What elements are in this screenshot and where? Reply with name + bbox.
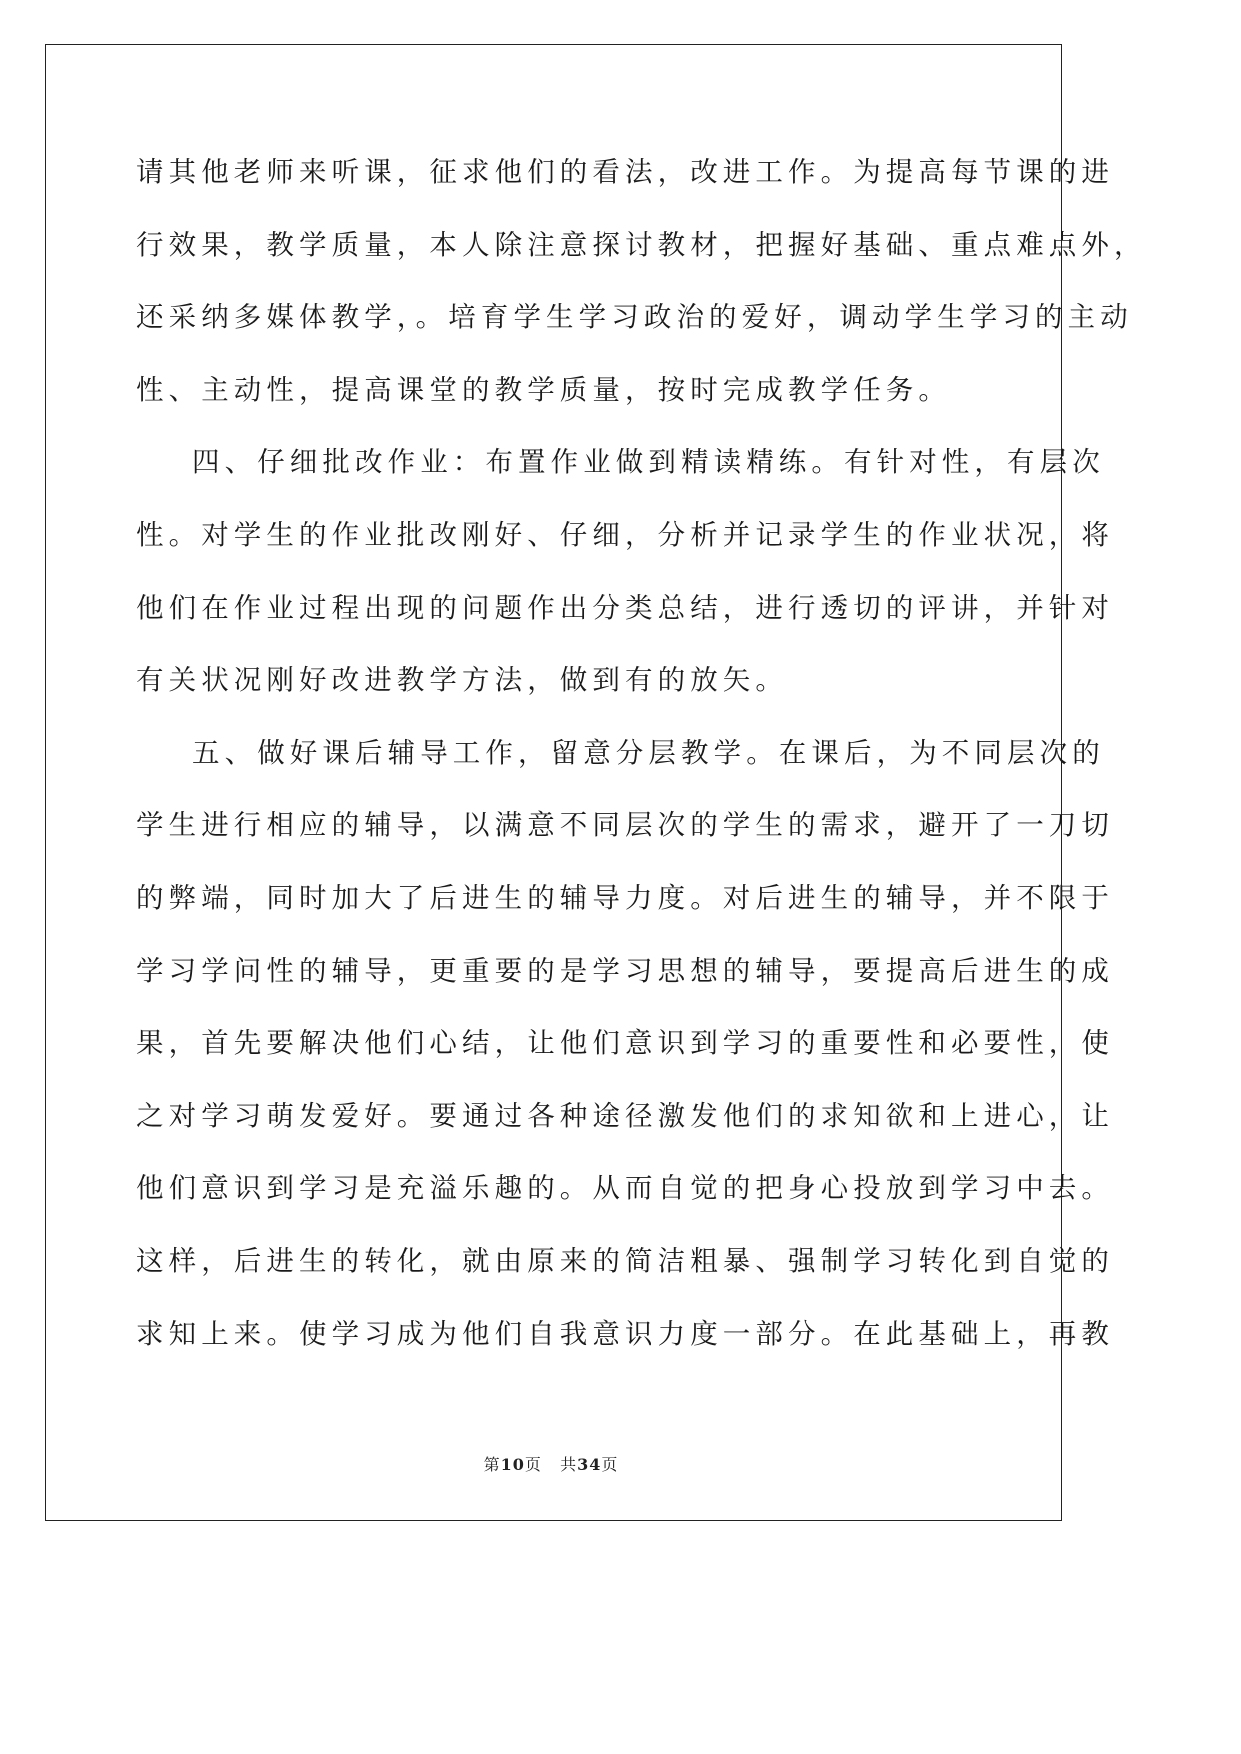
text-line: 求知上来。使学习成为他们自我意识力度一部分。在此基础上，再教 bbox=[136, 1317, 1114, 1350]
page-prefix: 第 bbox=[483, 1455, 501, 1474]
text-line: 这样，后进生的转化，就由原来的简洁粗暴、强制学习转化到自觉的 bbox=[136, 1244, 1114, 1277]
text-line: 有关状况刚好改进教学方法，做到有的放矢。 bbox=[136, 664, 788, 697]
text-line: 学生进行相应的辅导，以满意不同层次的学生的需求，避开了一刀切 bbox=[136, 809, 1114, 842]
page-footer bbox=[0, 1452, 1102, 1475]
text-line: 的弊端，同时加大了后进生的辅导力度。对后进生的辅导，并不限于 bbox=[136, 881, 1114, 914]
page-suffix: 页 bbox=[524, 1455, 542, 1474]
page-number: 10 bbox=[500, 1455, 525, 1474]
text-line: 性。对学生的作业批改刚好、仔细，分析并记录学生的作业状况，将 bbox=[136, 518, 1114, 551]
text-line: 请其他老师来听课，征求他们的看法，改进工作。为提高每节课的进 bbox=[136, 156, 1114, 188]
document-body bbox=[136, 148, 1147, 1382]
text-line: 行效果，教学质量，本人除注意探讨教材，把握好基础、重点难点外， bbox=[136, 228, 1147, 261]
text-line: 还采纳多媒体教学，。培育学生学习政治的爱好，调动学生学习的主动 bbox=[136, 301, 1133, 334]
total-pages: 34 bbox=[577, 1455, 602, 1474]
text-line: 果，首先要解决他们心结，让他们意识到学习的重要性和必要性，使 bbox=[136, 1027, 1114, 1060]
paragraph-start-line: 五、做好课后辅导工作，留意分层教学。在课后，为不同层次的 bbox=[192, 736, 1105, 769]
text-line: 他们意识到学习是充溢乐趣的。从而自觉的把身心投放到学习中去。 bbox=[136, 1172, 1114, 1205]
paragraph-start-line: 四、仔细批改作业：布置作业做到精读精练。有针对性，有层次 bbox=[192, 446, 1105, 479]
total-prefix: 共 bbox=[560, 1455, 578, 1474]
text-line: 学习学问性的辅导，更重要的是学习思想的辅导，要提高后进生的成 bbox=[136, 954, 1114, 987]
total-suffix: 页 bbox=[601, 1455, 619, 1474]
text-line: 他们在作业过程出现的问题作出分类总结，进行透切的评讲，并针对 bbox=[136, 591, 1114, 624]
text-line: 性、主动性，提高课堂的教学质量，按时完成教学任务。 bbox=[136, 373, 951, 406]
text-line: 之对学习萌发爱好。要通过各种途径激发他们的求知欲和上进心，让 bbox=[136, 1099, 1114, 1132]
